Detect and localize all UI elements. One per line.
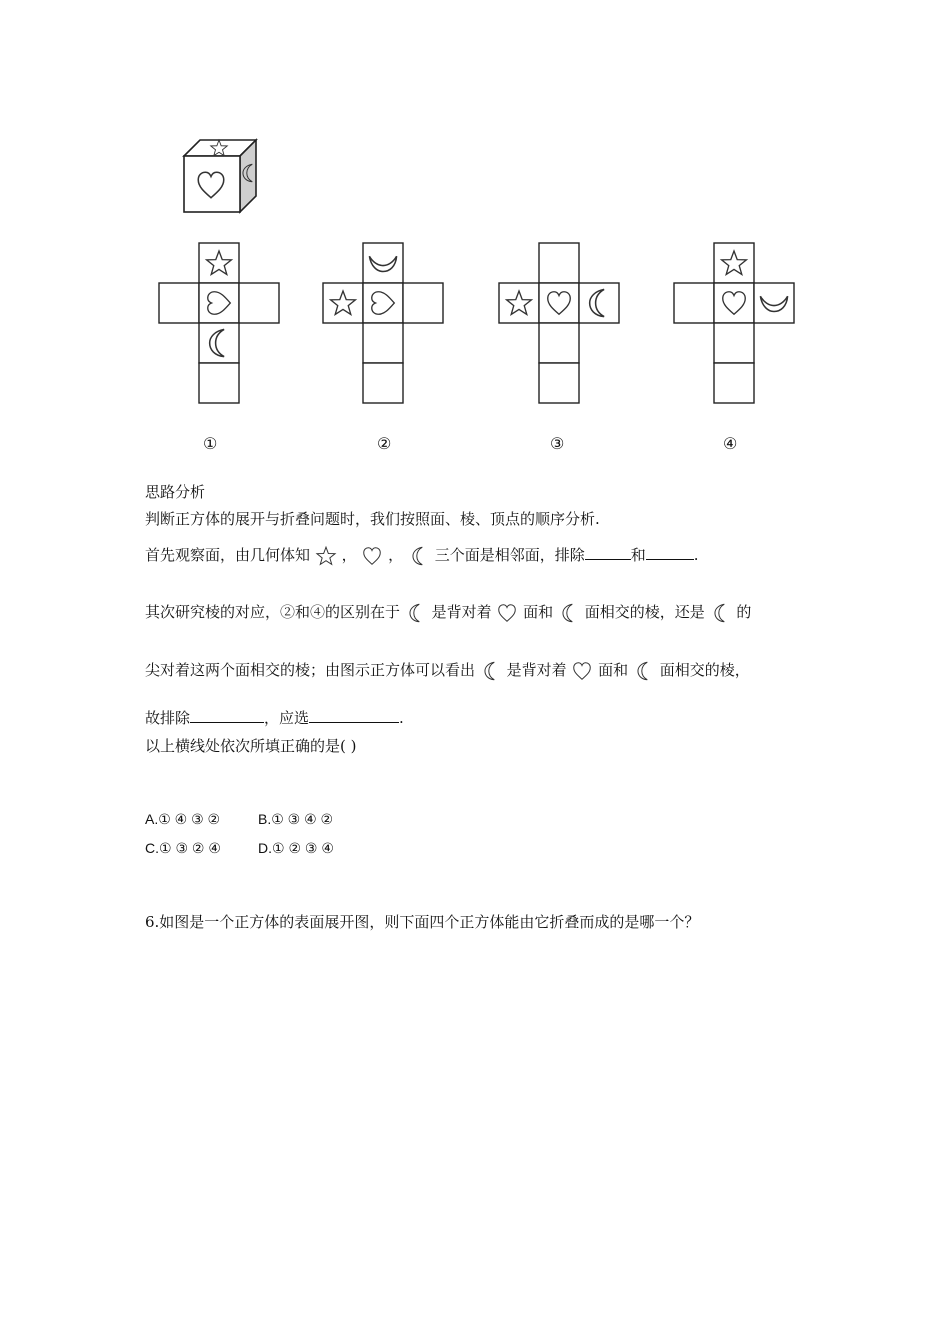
question-prompt: 以上横线处依次所填正确的是( ) — [145, 737, 357, 755]
cube-figure — [178, 136, 262, 216]
heart-icon — [571, 660, 593, 682]
moon-icon — [408, 544, 430, 568]
net-2 — [320, 242, 446, 408]
analysis-line-2: 首先观察面，由几何体知 ， ， 三个面是相邻面，排除 和 . — [145, 544, 699, 568]
net-label-3: ③ — [550, 434, 565, 453]
option-b[interactable]: B.① ③ ④ ② — [258, 811, 334, 827]
option-d[interactable]: D.① ② ③ ④ — [258, 840, 334, 856]
net-label-1: ① — [203, 434, 218, 453]
analysis-line-3: 其次研究棱的对应，②和④的区别在于 是背对着 面和 面相交的棱，还是 的 — [145, 601, 751, 625]
blank-4[interactable] — [309, 708, 399, 723]
heart-icon — [361, 545, 383, 567]
moon-icon — [633, 659, 655, 683]
blank-1[interactable] — [585, 545, 631, 560]
star-icon — [315, 545, 337, 567]
net-1 — [156, 242, 282, 408]
heart-icon — [496, 602, 518, 624]
net-3 — [496, 242, 622, 408]
option-a[interactable]: A.① ④ ③ ② — [145, 811, 221, 827]
analysis-line-4: 尖对着这两个面相交的棱；由图示正方体可以看出 是背对着 面和 面相交的棱， — [145, 659, 750, 683]
net-label-2: ② — [377, 434, 392, 453]
analysis-title: 思路分析 — [145, 483, 206, 501]
moon-icon — [710, 601, 732, 625]
moon-icon — [558, 601, 580, 625]
question-6: 6.如图是一个正方体的表面展开图，则下面四个正方体能由它折叠而成的是哪一个？ — [145, 913, 700, 931]
moon-icon — [480, 659, 502, 683]
analysis-line-1: 判断正方体的展开与折叠问题时，我们按照面、棱、顶点的顺序分析. — [145, 510, 600, 528]
moon-icon — [405, 601, 427, 625]
analysis-line-5: 故排除 ，应选 . — [145, 709, 404, 727]
net-label-4: ④ — [723, 434, 738, 453]
blank-2[interactable] — [646, 545, 694, 560]
net-4 — [671, 242, 797, 408]
option-c[interactable]: C.① ③ ② ④ — [145, 840, 221, 856]
blank-3[interactable] — [190, 708, 264, 723]
